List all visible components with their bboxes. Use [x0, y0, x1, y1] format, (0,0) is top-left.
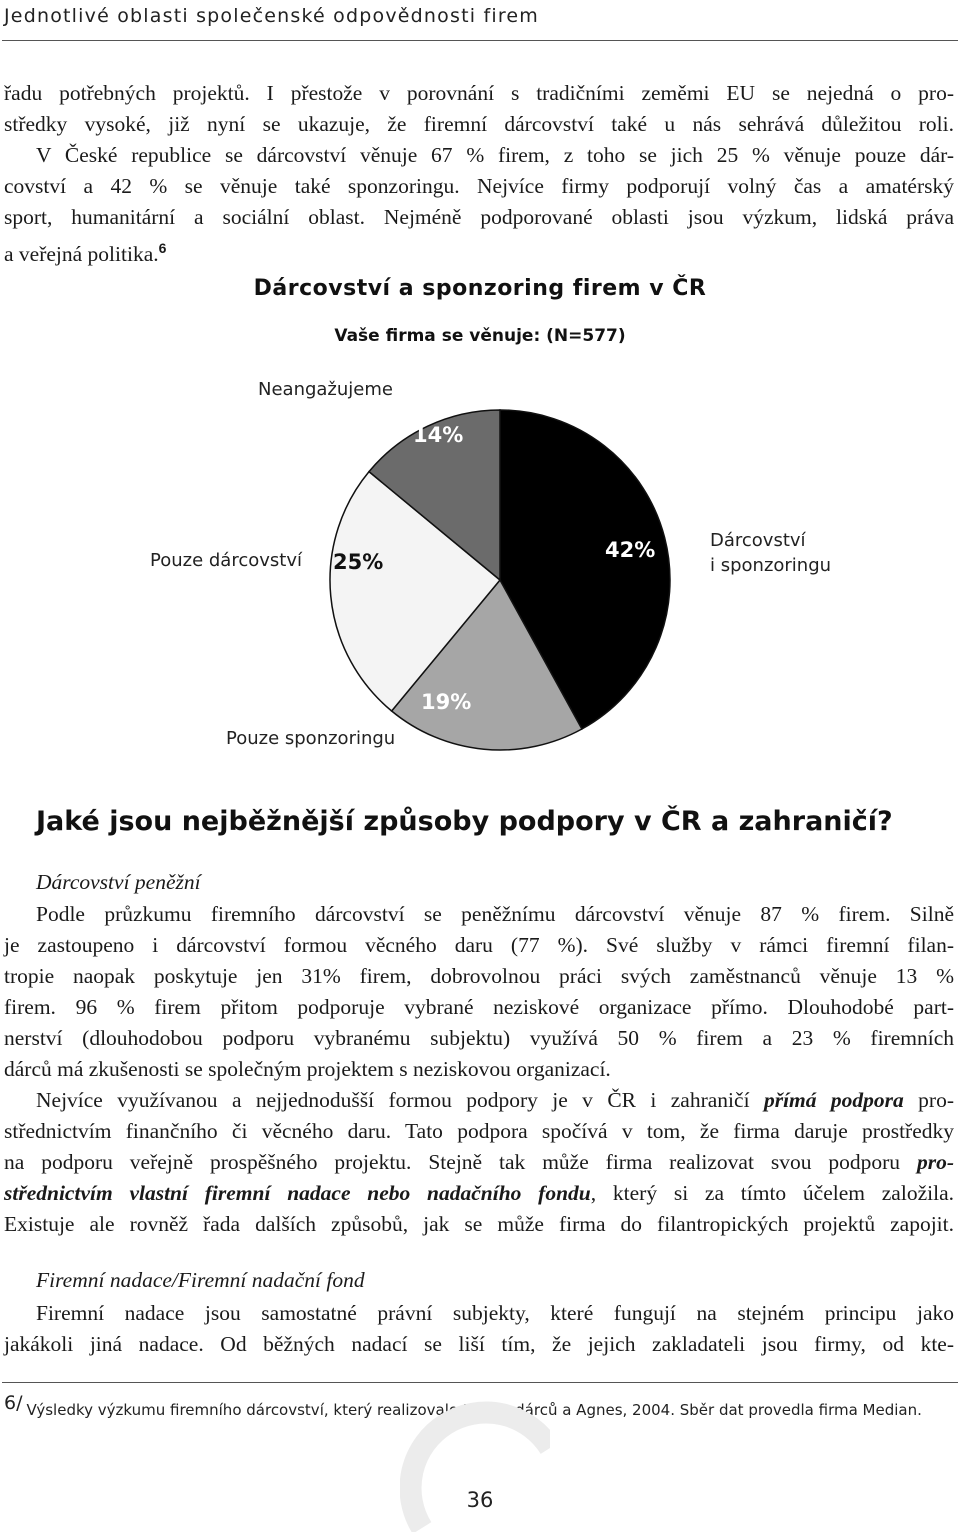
- section-heading: Jaké jsou nejběžnější způsoby podpory v ČR a zahraničí?: [36, 806, 893, 837]
- text-line: dárců má zkušenosti se společným projektem s neziskovou organizací.: [4, 1057, 611, 1081]
- slice-value-sponsoring-only: 19%: [421, 690, 472, 714]
- text-run: Nejvíce využívanou a nejjednodušší formou podpory je v ČR i zahraničí: [36, 1088, 764, 1112]
- text-line: řadu potřebných projektů. I přestože v porovnání s tradičními zeměmi EU se nejedná o pro-: [4, 81, 954, 105]
- text-line: covství a 42 % se věnuje také sponzoringu. Nejvíce firmy podporují volný čas a amatérský: [4, 174, 954, 198]
- chart-title: Dárcovství a sponzoring firem v ČR: [253, 276, 707, 301]
- footnote-divider: [2, 1382, 958, 1383]
- footnote-text: Výsledky výzkumu firemního dárcovství, který realizovalo Fórum dárců a Agnes, 2004. Sběr dat provedla firma Median.: [26, 1401, 922, 1419]
- subsection-heading-foundation: Firemní nadace/Firemní nadační fond: [36, 1268, 365, 1292]
- giving-paragraph: [4, 899, 954, 1085]
- chart-subtitle: Vaše firma se věnuje: (N=577): [334, 326, 626, 346]
- page-number: 36: [466, 1488, 494, 1512]
- emphasis-foundation: pro-: [916, 1150, 954, 1174]
- text-line: V České republice se dárcovství věnuje 67 % firem, z toho se jich 25 % věnuje pouze dár-: [36, 143, 954, 167]
- foundation-paragraph: [4, 1298, 954, 1360]
- subsection-heading-giving: Dárcovství peněžní: [36, 870, 201, 894]
- slice-value-none: 14%: [413, 423, 464, 447]
- text-line: Podle průzkumu firemního dárcovství se peněžnímu dárcovství věnuje 87 % firem. Silně: [36, 902, 954, 926]
- slice-label-line: Dárcovství: [710, 530, 806, 551]
- emphasis-direct-support: přímá podpora: [763, 1088, 904, 1112]
- text-line: nerství (dlouhodobou podporu vybranému subjektu) využívá 50 % firem a 23 % firemních: [4, 1026, 954, 1050]
- text-line: [4, 1178, 954, 1209]
- slice-value-donation-only: 25%: [333, 550, 384, 574]
- slice-label-sponsoring-only: Pouze sponzoringu: [226, 728, 396, 749]
- emphasis-foundation: střednictvím vlastní firemní nadace nebo nadačního fondu: [4, 1181, 591, 1205]
- slice-label-donation-and-sponsoring: [710, 528, 831, 578]
- text-line: sport, humanitární a sociální oblast. Nejméně podporované oblasti jsou výzkum, lidská práva: [4, 205, 954, 229]
- text-line: [4, 1085, 954, 1116]
- text-run: na podporu veřejně prospěšného projektu. Stejně tak může firma realizovat svou podporu: [4, 1150, 917, 1174]
- text-line: tropie naopak poskytuje jen 31% firem, dobrovolnou práci svých zaměstnanců věnuje 13 %: [4, 964, 954, 988]
- text-run: pro-: [903, 1088, 954, 1112]
- footnote-number: 6/: [4, 1392, 23, 1414]
- text-line: Firemní nadace jsou samostatné právní subjekty, které fungují na stejném principu jako: [36, 1301, 954, 1325]
- slice-label-donation-only: Pouze dárcovství: [150, 550, 302, 571]
- text-line: Existuje ale rovněž řada dalších způsobů, jak se může firma do filantropických projektů zapojit.: [4, 1212, 954, 1236]
- page-number-decoration: [400, 1400, 550, 1532]
- text-line: firem. 96 % firem přitom podporuje vybrané neziskové organizace přímo. Dlouhodobé part-: [4, 995, 954, 1019]
- slice-label-line: i sponzoringu: [710, 555, 832, 576]
- slice-value-donation-and-sponsoring: 42%: [605, 538, 656, 562]
- slice-label-none: Neangažujeme: [258, 379, 393, 400]
- support-paragraph: [4, 1085, 954, 1240]
- text-line-content: a veřejná politika.: [4, 242, 159, 266]
- footnote-reference: 6: [158, 240, 167, 256]
- text-line: střednictvím finančního či věcného daru. Tato podpora spočívá v tom, že firma daruje prostředky: [4, 1119, 954, 1143]
- text-line: je zastoupeno i dárcovství formou věcného daru (77 %). Své služby v rámci firemní filan-: [4, 933, 954, 957]
- text-line: [4, 1147, 954, 1178]
- text-line: středky vysoké, již nyní se ukazuje, že firemní dárcovství také u nás sehrává důležitou roli.: [4, 112, 954, 136]
- running-header-title: Jednotlivé oblasti společenské odpovědnosti firem: [4, 5, 540, 27]
- text-run: , který si za tímto účelem založila.: [590, 1181, 954, 1205]
- text-line: jakákoli jiná nadace. Od běžných nadací se liší tím, že jejich zakladateli jsou firmy, od kte-: [4, 1332, 954, 1356]
